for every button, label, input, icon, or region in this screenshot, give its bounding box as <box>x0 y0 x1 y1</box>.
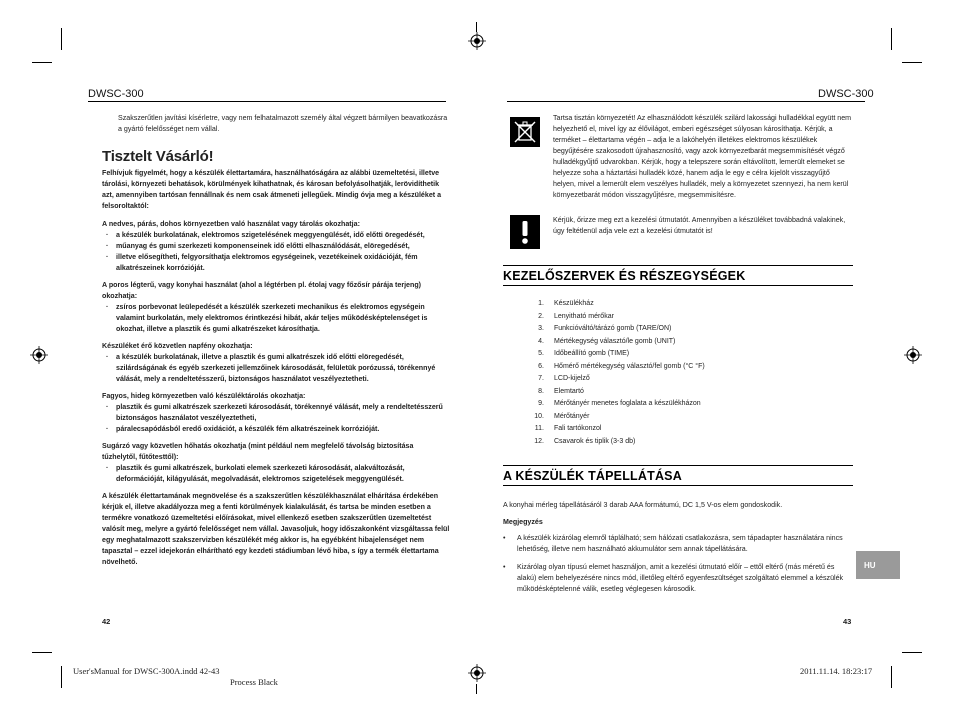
power-title: A KÉSZÜLÉK TÁPELLÁTÁSA <box>503 469 682 483</box>
registration-mark-icon <box>468 32 486 50</box>
crop-mark <box>476 22 477 32</box>
sunlight-list <box>102 352 450 385</box>
page-number-right: 43 <box>843 617 852 626</box>
process-label: Process Black <box>230 677 278 687</box>
dust-list <box>102 302 450 335</box>
humidity-list <box>102 230 450 274</box>
note-item: • A készülék kizárólag elemről táplálható; sem hálózati csatlakozásra, sem tápadapter használatára nincs lehetőség, illetve nem használható akkumulátor sem annak tápellátására. <box>503 534 843 553</box>
list-item: · a készülék burkolatának, elektromos szigetelésének meggyengülését, idő előtti öregedését, <box>102 230 450 241</box>
keep-manual-text: Kérjük, őrizze meg ezt a kezelési útmutatót. Amennyiben a készüléket továbbadná valakinek, úgy feltétlenül adja vele ezt a kezelési útmutatót is! <box>553 216 846 235</box>
timestamp: 2011.11.14. 18:23:17 <box>800 666 873 676</box>
crossed-bin-icon <box>510 117 540 147</box>
section-rule-top <box>503 465 853 466</box>
bullet: • <box>503 534 506 542</box>
crop-mark <box>902 62 922 63</box>
list-item: 5. Időbeállító gomb (TIME) <box>538 350 630 357</box>
section-head-humidity: A nedves, párás, dohos környezetben való használat vagy tárolás okozhatja: <box>102 220 360 228</box>
list-item: · a készülék burkolatának, illetve a plasztik és gumi alkatrészek idő előtti elöregedését, szilárdságának és egyéb szerkezeti jellemzőinek károsodását, felületük porózussá, törékennyé válását, mely a rendeltetésszerű, biztonságos használatot veszélyeztetheti. <box>102 352 450 385</box>
environment-text: Tartsa tisztán környezetét! Az elhasználódott készülék szilárd lakossági hulladékkal együtt nem helyezhető el, mivel így az élővilágot, emberi egészséget súlyosan károsíthatja. Kérjük, a terméket – élettartama végén – adja le a lakóhelyén illetékes elektromos készülékek begyűjtésére szakosodott újrahasznosító, vagy azok környezetbarát megsemmisítését végző hulladékgyűjtő udvarokban. Kérjük, hogy a telepszere során eltávolított, lemerült elemeket se helyezze soha a háztartási hulladék közé, hanem adja le egy e célra kijelölt visszagyűjtő helyen, mivel a lemerült elem veszélyes hulladék, mely a környezetet szennyezi, ha nem kerül környezetbarát módon visszagyűjtésre, megsemmisítésre. <box>553 114 852 199</box>
crop-mark <box>891 28 892 50</box>
list-item: 4. Mértékegység választó/le gomb (UNIT) <box>538 337 676 345</box>
note-heading: Megjegyzés <box>503 518 543 526</box>
bullet: • <box>503 563 506 571</box>
power-text: A konyhai mérleg tápellátásáról 3 darab AAA formátumú, DC 1,5 V-os elem gondoskodik. <box>503 501 783 509</box>
registration-mark-icon <box>904 346 922 364</box>
section-rule-bottom <box>503 485 853 486</box>
crop-mark <box>902 652 922 653</box>
list-item: · műanyag és gumi szerkezeti komponenseinek idő előtti elhasználódását, elöregedését, <box>102 241 450 252</box>
list-item: · plasztik és gumi alkatrészek, burkolati elemek szerkezeti károsodását, alakváltozását, deformációját, kilágyulását, megolvadását, elektromos szigetelések meggyengülését. <box>102 463 450 485</box>
intro-text: Szakszerűtlen javítási kísérletre, vagy nem felhatalmazott személy által végzett bármilyen beavatkozásra a gyártó felelősséget nem vállal. <box>118 114 448 133</box>
header-rule-left <box>88 101 446 102</box>
section-head-sunlight: Készüléket érő közvetlen napfény okozhatja: <box>102 342 253 350</box>
section-head-heat: Sugárzó vagy közvetlen hőhatás okozhatja (mint például nem megfelelő távolság biztosítása tűzhelytől, fűtőtesttől): <box>102 442 414 461</box>
list-item: · páralecsapódásból eredő oxidációt, a készülék fém alkatrészeinek korrózióját. <box>102 424 450 435</box>
header-model-right: DWSC-300 <box>818 88 874 100</box>
page-number-left: 42 <box>102 617 111 626</box>
note-item: • Kizárólag olyan típusú elemet használjon, amit a kezelési útmutató előír – ettől eltérő (más méretű és alakú) elem behelyezésére nincs mód, illetőleg eltérő egyenfeszültséget szolgáltató elemmel a készülék működésképtelenné válik, esetleg véglegesen károsodik. <box>503 563 844 593</box>
crop-mark <box>61 666 62 688</box>
header-rule-right <box>507 101 865 102</box>
section-head-cold: Fagyos, hideg környezetben való készüléktárolás okozhatja: <box>102 392 306 400</box>
language-badge: HU <box>856 551 900 579</box>
list-item: 2. Lenyitható mérőkar <box>538 312 614 320</box>
list-item: 12. Csavarok és tiplik (3-3 db) <box>534 437 636 445</box>
list-item: · plasztik és gumi alkatrészek szerkezeti károsodását, törékennyé válását, mely a rendeltetésszerű biztonságos használatot veszélyeztetheti, <box>102 402 450 424</box>
list-item: 1. Készülékház <box>538 300 594 307</box>
list-item: 8. Elemtartó <box>538 387 584 395</box>
header-model-left: DWSC-300 <box>88 88 144 100</box>
registration-mark-icon <box>468 664 486 682</box>
list-item: 6. Hőmérő mértékegység választó/fel gomb (°C °F) <box>538 362 705 370</box>
crop-mark <box>891 666 892 688</box>
cold-list <box>102 402 450 435</box>
list-item: · illetve elősegítheti, felgyorsíthatja elektromos egységeinek, vezetékeinek oxidációját, fém alkatrészeinek korrózióját. <box>102 252 450 274</box>
section-rule-bottom <box>503 285 853 286</box>
crop-mark <box>32 652 52 653</box>
section-rule-top <box>503 265 853 266</box>
file-info: User'sManual for DWSC-300A.indd 42-43 <box>73 666 220 676</box>
crop-mark <box>476 684 477 694</box>
section-head-dust: A poros légterű, vagy konyhai használat (ahol a légtérben pl. étolaj vagy főzősír párája terjeng) okozhatja: <box>102 281 422 300</box>
list-item: 7. LCD-kijelző <box>538 375 590 382</box>
controls-list <box>514 298 814 448</box>
controls-title: KEZELŐSZERVEK ÉS RÉSZEGYSÉGEK <box>503 269 746 283</box>
crop-mark <box>32 62 52 63</box>
list-item: 9. Mérőtányér menetes foglalata a készülékházon <box>538 400 701 407</box>
exclamation-icon <box>510 215 540 249</box>
heat-list <box>102 463 450 485</box>
greeting-title: Tisztelt Vásárló! <box>102 148 214 165</box>
registration-mark-icon <box>30 346 48 364</box>
list-item: 3. Funkcióváltó/tárázó gomb (TARE/ON) <box>538 325 672 332</box>
intro-paragraph: Felhívjuk figyelmét, hogy a készülék élettartamára, használhatóságára az alábbi üzemeltetési, illetve tárolási, környezeti behatások, körülmények kihathatnak, és károsan befolyásolhatják, lerövidíthetik azt, amennyiben tartósan fennállnak és nem csak átmeneti jellegűek. Mindig óvja meg a készüléket a felsoroltaktól: <box>102 169 442 210</box>
list-item: · zsíros porbevonat leülepedését a készülék szerkezeti mechanikus és elektromos egységein valamint burkolatán, mely elektromos érintkezési hibát, akár teljes működésképtelenséget is okozhat, illetve a plasztik és gumi alkatrészeket károsíthatja. <box>102 302 450 335</box>
list-item: 11. Fali tartókonzol <box>534 425 602 432</box>
left-page-content <box>102 113 450 568</box>
closing-paragraph: A készülék élettartamának megnövelése és a szakszerűtlen készülékhasználat elhárítása érdekében kérjük el, illetve akadályozza meg a fenti körülmények kialakulását, és tartsa be minden esetben a termékre vonatkozó üzemeltetési előírásokat, mivel ellenkező esetben szakszerűtlen üzemeltetést valósít meg, melyre a gyártó felelősséget nem vállal. Javasoljuk, hogy időszakonként vizsgáltassa felül egy meghatalmazott szakszervizben készülékét még akkor is, ha egyébként hibajelenséget nem tapasztal – ezzel idejekorán elhárítható egy kezdeti stádiumban lévő hiba, s így a termék élettartama növelhető. <box>102 492 450 566</box>
list-item: 10. Mérőtányér <box>534 412 590 420</box>
crop-mark <box>61 28 62 50</box>
